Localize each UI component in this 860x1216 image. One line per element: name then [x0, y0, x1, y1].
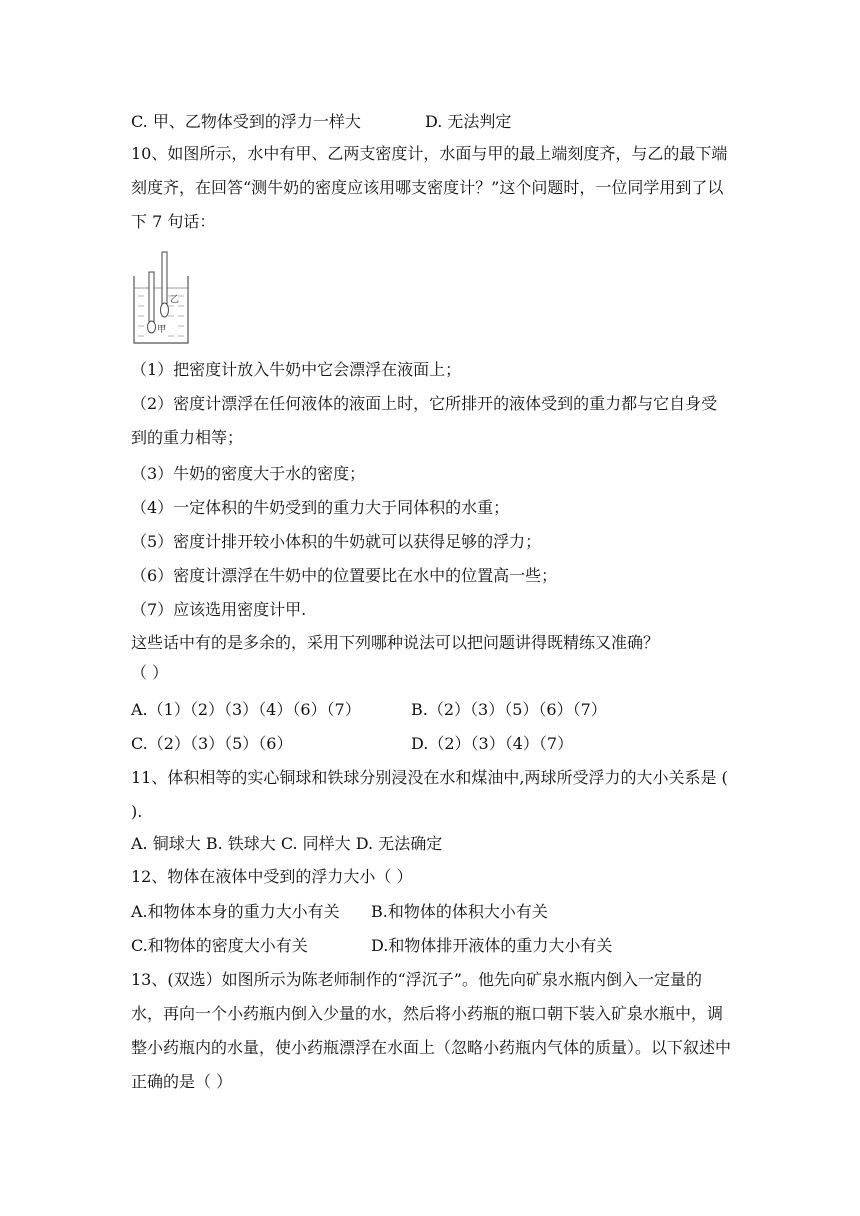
- q9-option-d: D. 无法判定: [425, 112, 512, 131]
- hydrometer-beaker-figure: [132, 250, 190, 346]
- q12-option-d: D.和物体排开液体的重力大小有关: [371, 936, 613, 955]
- q10-stem: 10、如图所示，水中有甲、乙两支密度计，水面与甲的最上端刻度齐，与乙的最下端刻度齐，在回答“测牛奶的密度应该用哪支密度计？”这个问题时，一位同学用到了以下 7 句话：: [131, 144, 728, 231]
- q10-option-d: D.（2）（3）（4）（7）: [411, 734, 574, 753]
- q9-option-c: C. 甲、乙物体受到的浮力一样大: [131, 112, 361, 131]
- q12-option-c: C.和物体的密度大小有关: [131, 936, 308, 955]
- label-jia: 甲: [157, 325, 167, 335]
- q10-option-b: B.（2）（3）（5）（6）（7）: [411, 700, 607, 719]
- hydrometer-yi-bulb: [161, 303, 169, 317]
- hydrometer-jia-bulb: [148, 321, 156, 333]
- q10-statement-2: （2）密度计漂浮在任何液体的液面上时，它所排开的液体受到的重力都与它自身受到的重力相等；: [131, 394, 718, 447]
- q10-statement-6: （6）密度计漂浮在牛奶中的位置要比在水中的位置高一些；: [131, 566, 558, 585]
- q10-statement-5: （5）密度计排开较小体积的牛奶就可以获得足够的浮力；: [131, 532, 542, 551]
- q10-option-c: C.（2）（3）（5）（6）: [131, 734, 293, 753]
- q10-answer-blank: （ ）: [131, 663, 169, 682]
- q10-statement-3: （3）牛奶的密度大于水的密度；: [131, 464, 366, 483]
- q12-option-a: A.和物体本身的重力大小有关: [131, 902, 340, 921]
- q11-stem: 11、体积相等的实心铜球和铁球分别浸没在水和煤油中,两球所受浮力的大小关系是 ( ).: [131, 768, 728, 821]
- hydrometer-yi-stem: [162, 252, 167, 304]
- q10-question: 这些话中有的是多余的，采用下列哪种说法可以把问题讲得既精练又准确？: [131, 633, 660, 652]
- q10-statement-1: （1）把密度计放入牛奶中它会漂浮在液面上；: [131, 360, 462, 379]
- hydrometer-jia-stem: [149, 272, 154, 322]
- q13-stem: 13、(双选）如图所示为陈老师制作的“浮沉子”。他先向矿泉水瓶内倒入一定量的水，再向一个小药瓶内倒入少量的水，然后将小药瓶的瓶口朝下装入矿泉水瓶中，调整小药瓶内的水量，使小药瓶漂浮在水面上（忽略小药瓶内气体的质量）。以下叙述中正确的是（ ）: [131, 970, 732, 1091]
- q10-statement-7: （7）应该选用密度计甲.: [131, 600, 307, 619]
- hydrometer-diagram: [132, 250, 190, 346]
- q12-option-b: B.和物体的体积大小有关: [371, 902, 548, 921]
- q10-option-a: A.（1）（2）（3）（4）（6）（7）: [131, 700, 361, 719]
- label-yi: 乙: [170, 295, 180, 305]
- q11-options: A. 铜球大 B. 铁球大 C. 同样大 D. 无法确定: [131, 834, 443, 853]
- q12-stem: 12、物体在液体中受到的浮力大小（ ）: [131, 867, 413, 886]
- q10-statement-4: （4）一定体积的牛奶受到的重力大于同体积的水重；: [131, 498, 510, 517]
